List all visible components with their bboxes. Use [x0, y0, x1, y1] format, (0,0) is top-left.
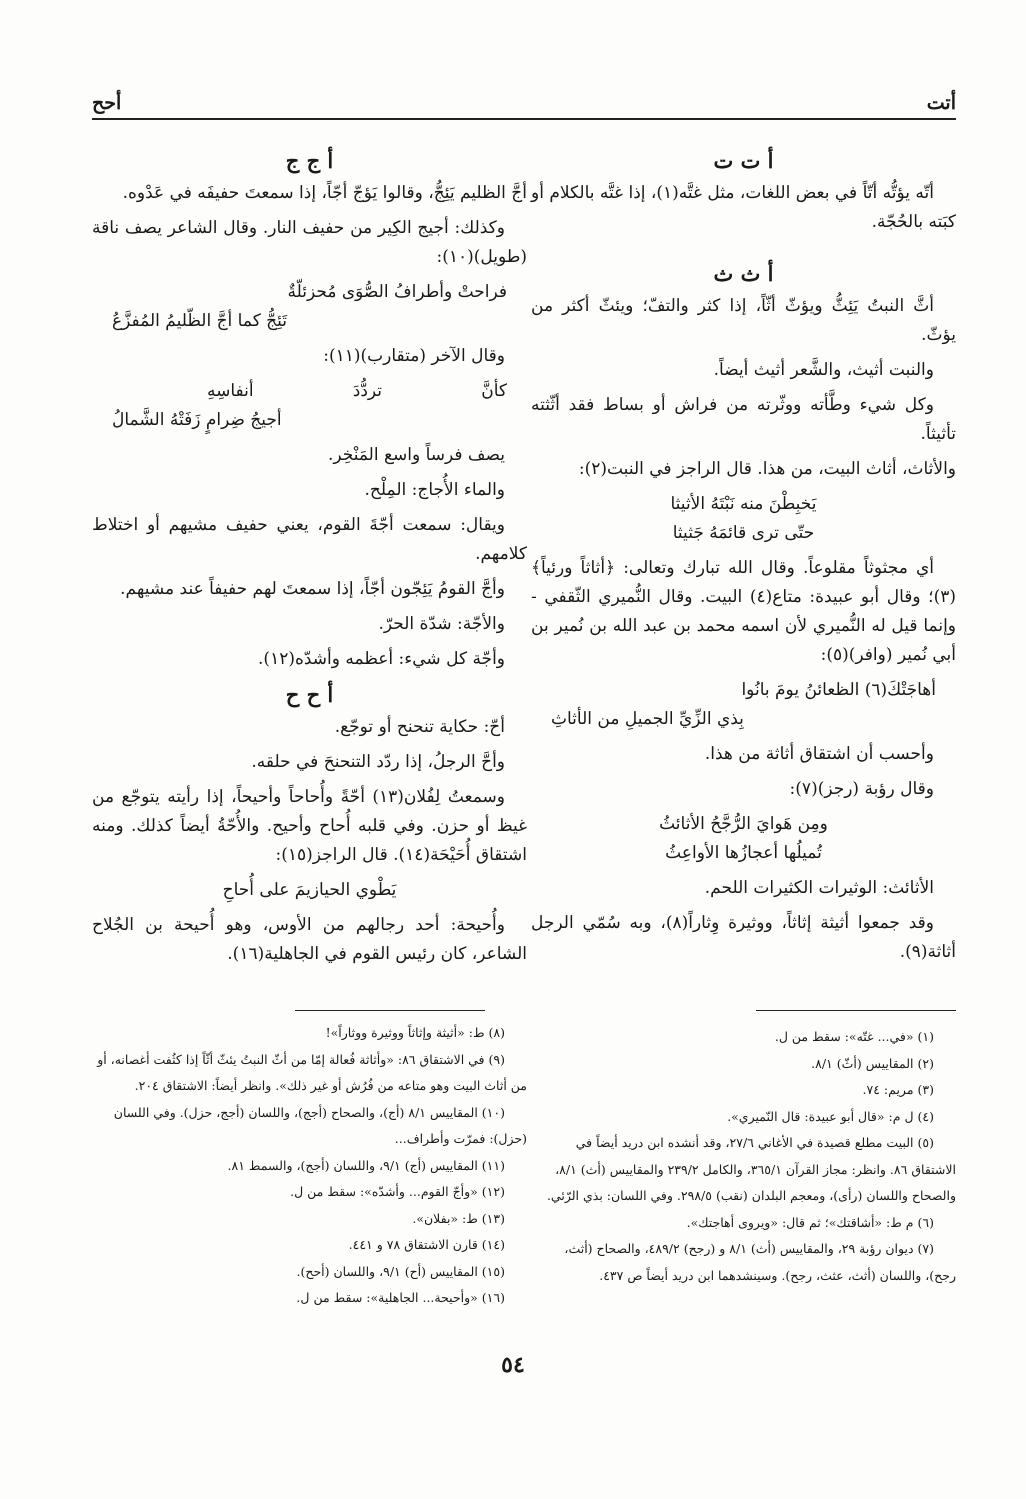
paragraph: أي مجثوثاً مقلوعاً. وقال الله تبارك وتعالى: ﴿أثاثاً ورئياً﴾(٣)؛ وقال أبو عبيدة: متاع(٤) البيت. وقال النُّميري الثّقفي - وإنما قيل له النُّميري لأن اسمه محمد بن عبد الله بن نُمير بن أبي نُمير (وافر)(٥): [531, 558, 956, 665]
verse-block [92, 278, 527, 336]
verse-line: تُميلُها أعجازُها الأواعِثُ [665, 843, 822, 863]
paragraph: الأثائث: الوثيرات الكثيرات اللحم. [704, 878, 934, 898]
paragraph: أثَّ النبتُ يَئِثُّ ويؤثّ أثّاً، إذا كثر والتفّ؛ ويئثّ أكثر من يؤثّ. [531, 296, 956, 345]
verse-hemistich: تَئِجُّ كما أجَّ الظّليمُ المُفزَّعُ [112, 311, 288, 331]
footnote: (٩) في الاشتقاق ٨٦: «وأثاثة فُعالة إمّا من أثّ النبتُ يئثّ أثّاً إذا كثُفت أغصانه، أو من أثاث البيت وهو متاعه من فُرُش أو غير ذلك». وانظر أيضاً: الاشتقاق ٢٠٤. [97, 1051, 527, 1093]
paragraph: وسمعتُ لِفُلان(١٣) أحّةً وأُحاحاً وأحيحاً، إذا رأيته يتوجّع من غيظ أو حزن. وفي قلبه أُحاح وأحيح. والأُحّةُ أيضاً كذلك. ومنه اشتقاق أُحَيْحَة(١٤). قال الراجز(١٥): [92, 787, 527, 865]
footnote: (١٤) قارن الاشتقاق ٧٨ و ٤٤١. [348, 1237, 505, 1252]
verse-line: ومِن هَوايَ الرُّجَّحُ الأثائثُ [659, 814, 828, 834]
root-heading-ajj: أ ج ج [285, 148, 334, 173]
footnote-rule-left [295, 1010, 485, 1011]
paragraph: وقد جمعوا أثيثة إثاثاً، ووثيرة وِثاراً(٨)، وبه سُمّي الرجل أثاثة(٩). [531, 913, 956, 962]
paragraph: أجَّ الظليم يَئِجُّ، وقالوا يَؤجّ أجّاً، إذا سمعتَ حفيفَه في عَدْوه. [122, 183, 527, 203]
root-heading-ahh: أ ح ح [285, 682, 334, 707]
footnotes-left [92, 1020, 527, 1312]
footnote: (١١) المقاييس (أج) ٩/١، واللسان (أجج)، والسمط ٨١. [227, 1157, 505, 1173]
footnote: (١) «في... غتّه»: سقط من ل. [774, 1029, 934, 1044]
paragraph: أحّ: حكاية تنحنح أو توجّع. [334, 717, 505, 737]
verse-block [531, 490, 956, 548]
footnote: (٦) م ط: «أشاقتك»؛ ثم قال: «ويروى أهاجتك». [686, 1214, 934, 1230]
paragraph: وأجَّ القومُ يَئِجّون أجّاً، إذا سمعتَ لهم حفيفاً عند مشيهم. [120, 579, 505, 599]
paragraph: يصف فرساً واسع المَنْخِر. [327, 445, 505, 465]
verse-hemistich: فراحتْ وأطرافُ الصُّوَى مُحزئلّةٌ [287, 282, 507, 302]
paragraph: أتّه يؤتُّه أتّاً في بعض اللغات، مثل غتَّه(١)، إذا غتَّه بالكلام أو كبَته بالحُجّة. [531, 183, 956, 232]
footnote: (١٢) «وأجّ القوم... وأشدّه»: سقط من ل. [290, 1184, 505, 1199]
verse-line: يَخبِطْنَ منه نَبْتَهُ الأثيثا [670, 494, 817, 514]
verse-hemistich: أجيجُ ضِرامٍ زَفَتْهُ الشَّمالُ [112, 410, 282, 430]
paragraph: وأُحيحة: أحد رجالهم من الأوس، وهو أُحيحة بن الجُلاح الشاعر، كان رئيس القوم في الجاهلية(١٦). [92, 915, 527, 964]
root-heading-att: أ ت ت [713, 148, 774, 173]
footnote: (٤) ل م: «قال أبو عبيدة: قال النّميري». [727, 1108, 934, 1124]
verse-line: حتّى ترى قائمَهُ جَثيثا [672, 523, 815, 543]
verse-hemistich: بِذي الزِّيِّ الجميلِ من الأثاثِ [551, 709, 744, 729]
footnote: (٢) المقاييس (أثّ) ٨/١. [811, 1055, 934, 1071]
paragraph: والأثاث، أثاث البيت، من هذا. قال الراجز في النبت(٢): [578, 459, 956, 479]
verse-word: أنفاسِهِ [207, 381, 254, 401]
paragraph: وقال الآخر (متقارب)(١١): [323, 346, 505, 366]
footnote: (١٠) المقاييس ٨/١ (أج)، والصحاح (أجج)، واللسان (أجج، حزل). وفي اللسان (حزل): فمرّت وأطراف... [113, 1104, 527, 1146]
paragraph: وكذلك: أجيج الكِير من حفيف النار. وقال الشاعر يصف ناقة (طويل)(١٠): [92, 218, 527, 267]
verse-line: يَطْوي الحيازيمَ على أُحاحِ [222, 880, 397, 900]
verse-block [531, 676, 956, 734]
paragraph: وأحسب أن اشتقاق أثاثة من هذا. [704, 744, 934, 764]
footnote: (٣) مريم: ٧٤. [862, 1082, 934, 1097]
root-heading-athth: أ ث ث [713, 261, 774, 286]
header-rule [92, 118, 956, 120]
footnote: (٥) البيت مطلع قصيدة في الأغاني ٢٧/٦، وقد أنشده ابن دريد أيضاً في الاشتقاق ٨٦. وانظر: مجاز القرآن ٣٦٥/١، والكامل ٢٣٩/٢ والمقاييس (أث) ٨/١، والصحاح واللسان (رأى)، ومعجم البلدان (نقب) ٢٩٨/٥. وفي اللسان: بذي الرّئي. [546, 1135, 956, 1203]
right-column [531, 140, 956, 973]
footnote: (١٥) المقاييس (أح) ٩/١، واللسان (أحح). [296, 1263, 505, 1279]
paragraph: وقال رؤبة (رجز)(٧): [789, 779, 934, 799]
header-left-entry: أحح [92, 92, 122, 114]
paragraph: ويقال: سمعت أجّةَ القوم، يعني حفيف مشيهم أو اختلاط كلامهم. [92, 515, 527, 564]
footnotes-right [531, 1024, 956, 1289]
paragraph: والأجّة: شدّة الحرّ. [378, 614, 505, 634]
paragraph: والماء الأُجاج: المِلْح. [364, 480, 505, 500]
paragraph: وكل شيء وطَّأته ووثّرته من فراش أو بساط فقد أثّثته تأثيثاً. [531, 395, 956, 444]
footnote-rule-right [756, 1010, 956, 1011]
paragraph: وأجّة كل شيء: أعظمه وأشدّه(١٢). [258, 649, 505, 669]
verse-word: تردُّدَ [352, 381, 383, 401]
footnote: (٧) ديوان رؤبة ٢٩، والمقاييس (أث) ٨/١ و (رجح) ٤٨٩/٢، والصحاح (أثث، رجح)، واللسان (أثث، عثث، رجح). وسينشدهما ابن دريد أيضاً ص ٤٣٧. [564, 1241, 956, 1283]
left-column [92, 140, 527, 975]
footnote: (١٦) «وأحيحة... الجاهلية»: سقط من ل. [296, 1290, 505, 1305]
verse-hemistich [207, 377, 527, 406]
verse-block [531, 810, 956, 868]
page-number: ٥٤ [501, 1352, 525, 1378]
verse-block [92, 876, 527, 905]
header-right-entry: أتت [926, 92, 956, 114]
running-header [92, 92, 956, 116]
verse-word: كأنَّ [481, 381, 507, 401]
paragraph: وأحَّ الرجلُ، إذا ردّد التنحنحَ في حلقه. [251, 752, 505, 772]
verse-hemistich: أهاجَتْكَ(٦) الظعائنُ يومَ بانُوا [741, 680, 936, 700]
paragraph: والنبت أثيث، والشَّعر أثيث أيضاً. [713, 360, 934, 380]
verse-block [92, 377, 527, 435]
footnote: (٨) ط: «أثيثة وإثاثاً ووثيرة ووثاراً»! [325, 1025, 505, 1040]
footnote: (١٣) ط: «بفلان». [412, 1210, 505, 1226]
